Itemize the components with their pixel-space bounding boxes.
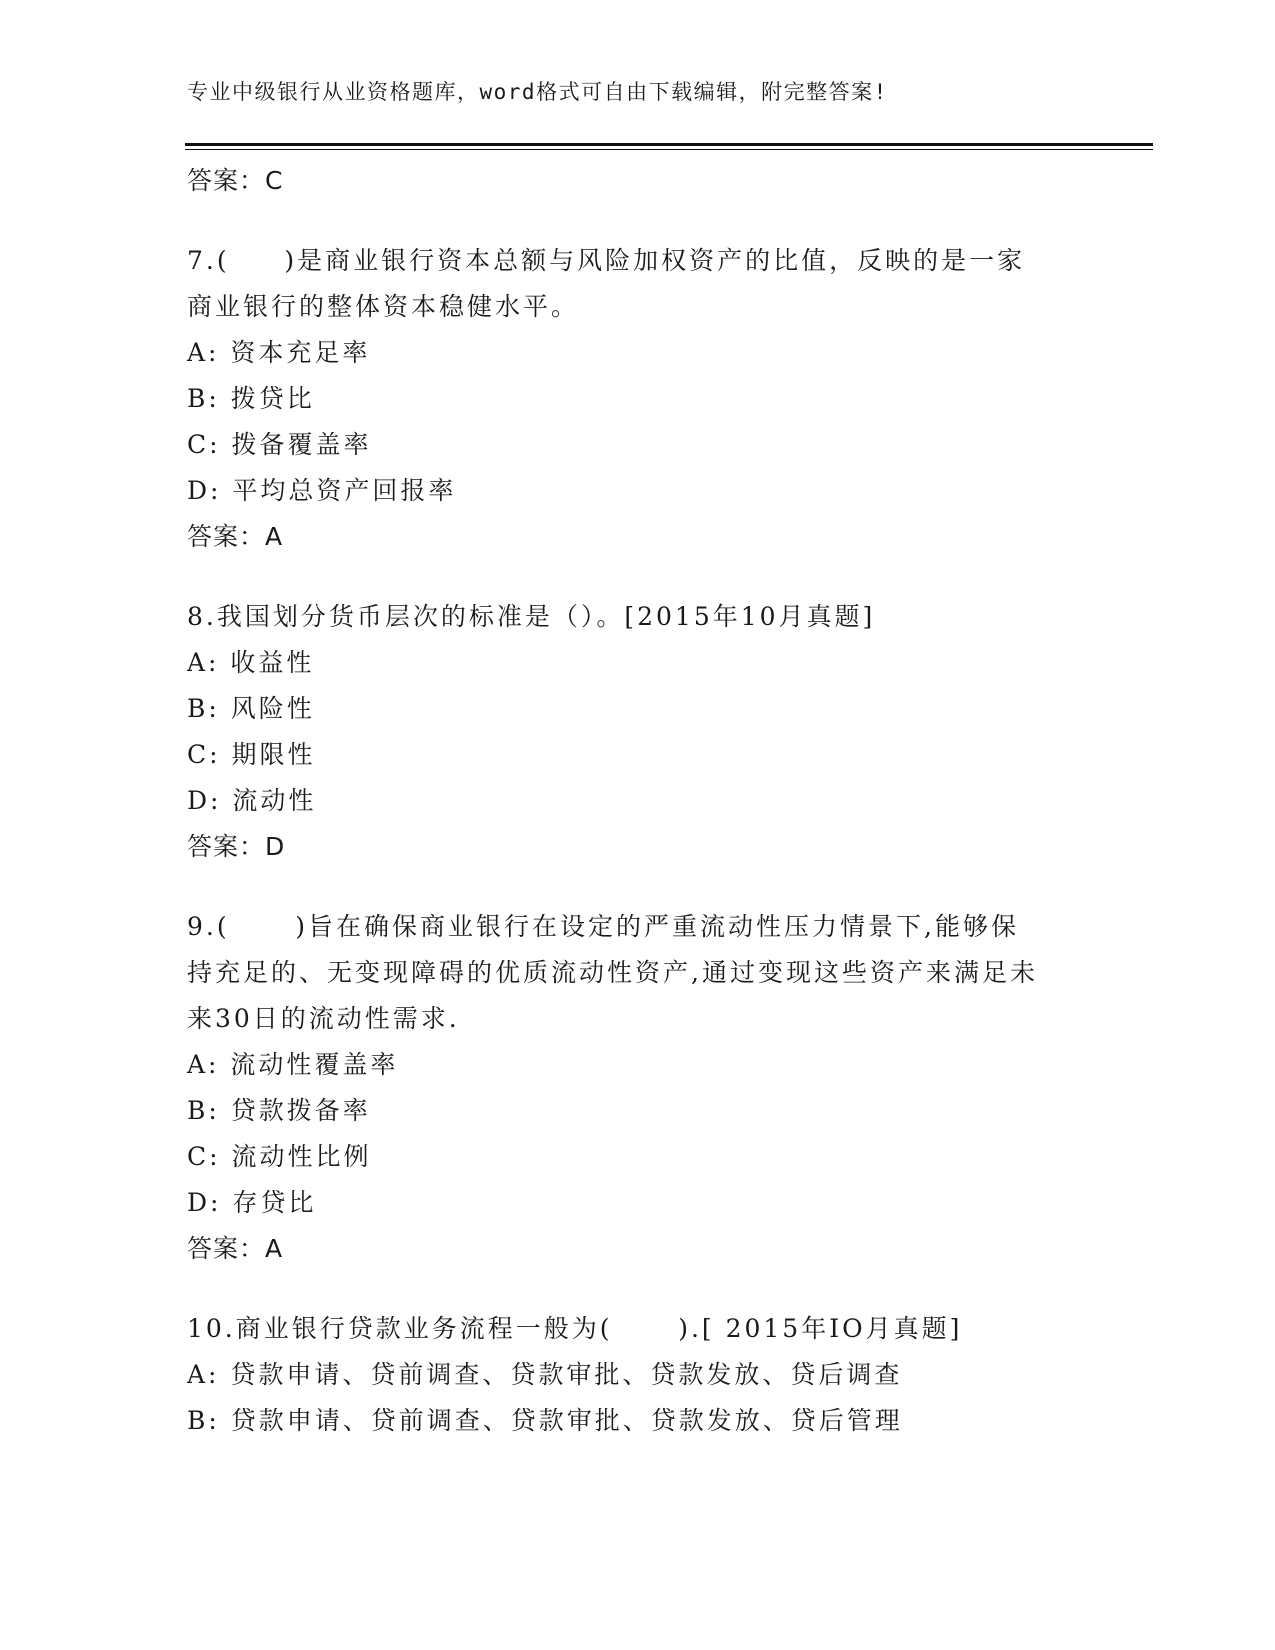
spacer: [187, 560, 1087, 594]
question-stem: [187, 904, 1087, 1042]
option-b: B: 贷款申请、贷前调查、贷款审批、贷款发放、贷后管理: [187, 1406, 903, 1435]
option-d: D: 平均总资产回报率: [187, 476, 457, 505]
answer-line: 答案：A: [187, 522, 284, 551]
option-d: D: 存贷比: [187, 1188, 317, 1217]
spacer: [187, 204, 1087, 238]
option-a: A: 贷款申请、贷前调查、贷款审批、贷款发放、贷后调查: [187, 1360, 903, 1389]
header-rule-thick: [185, 143, 1153, 146]
spacer: [187, 870, 1087, 904]
question-stem: [187, 1306, 1087, 1352]
option-a: A: 资本充足率: [187, 338, 371, 367]
option-b: B: 风险性: [187, 694, 315, 723]
spacer: [187, 1272, 1087, 1306]
question-stem: [187, 238, 1087, 330]
option-b: B: 拨贷比: [187, 384, 315, 413]
question-block: [187, 1306, 1087, 1444]
option-a: A: 收益性: [187, 648, 315, 677]
question-block: [187, 238, 1087, 560]
answer-line: 答案：D: [187, 832, 286, 861]
page-header: 专业中级银行从业资格题库，word格式可自由下载编辑，附完整答案!: [187, 80, 888, 104]
stem-line: 7.( )是商业银行资本总额与风险加权资产的比值，反映的是一家: [187, 246, 1026, 275]
question-block: [187, 904, 1087, 1272]
option-a: A: 流动性覆盖率: [187, 1050, 399, 1079]
question-stem: [187, 594, 1087, 640]
option-d: D: 流动性: [187, 786, 317, 815]
option-b: B: 贷款拨备率: [187, 1096, 371, 1125]
stem-line: 商业银行的整体资本稳健水平。: [187, 292, 580, 321]
question-block: [187, 594, 1087, 870]
answer-line: 答案：C: [187, 166, 284, 195]
question-list: [187, 158, 1087, 1444]
option-c: C: 拨备覆盖率: [187, 430, 372, 459]
stem-line: 8.我国划分货币层次的标准是（）。[2015年10月真题]: [187, 602, 876, 631]
header-rule-thin: [185, 149, 1153, 150]
option-c: C: 期限性: [187, 740, 316, 769]
answer-line: 答案：A: [187, 1234, 284, 1263]
option-c: C: 流动性比例: [187, 1142, 372, 1171]
stem-line: 持充足的、无变现障碍的优质流动性资产,通过变现这些资产来满足未: [187, 958, 1038, 987]
stem-line: 10.商业银行贷款业务流程一般为( ).[ 2015年IO月真题]: [187, 1314, 963, 1343]
stem-line: 来30日的流动性需求.: [187, 1004, 460, 1033]
stem-line: 9.( )旨在确保商业银行在设定的严重流动性压力情景下,能够保: [187, 912, 1019, 941]
